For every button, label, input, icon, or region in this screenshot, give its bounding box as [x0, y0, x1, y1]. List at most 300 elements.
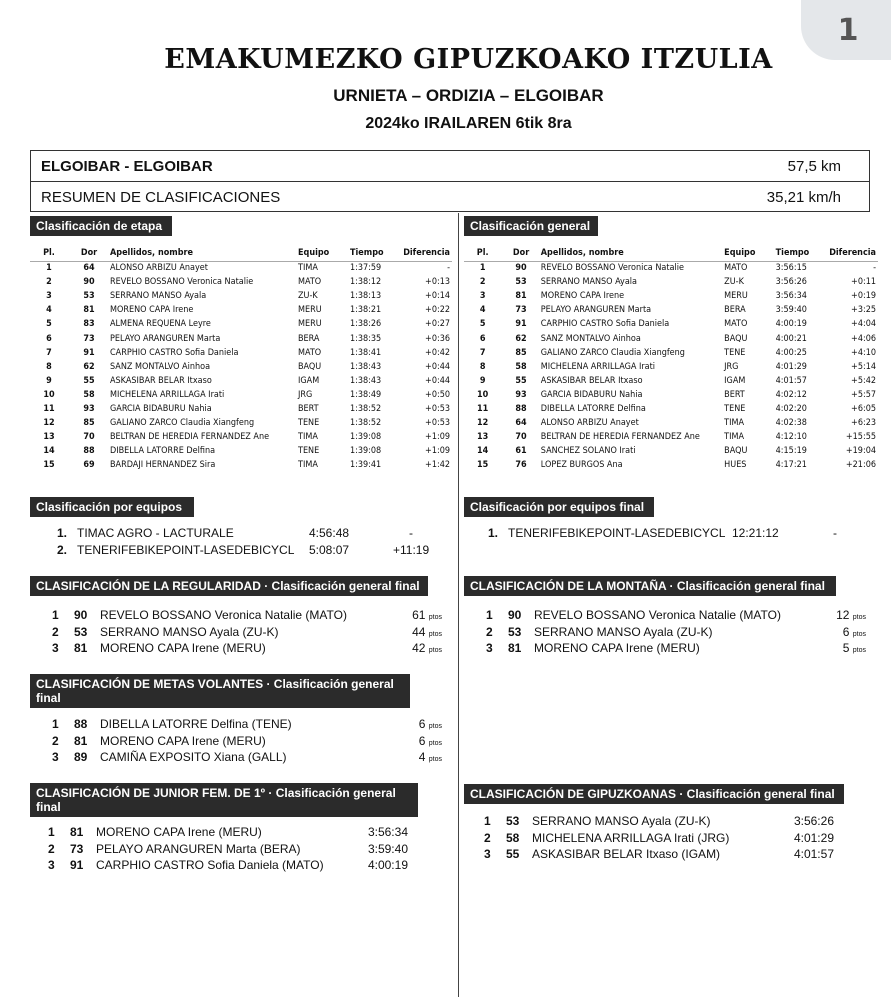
- cell-diff: +1:09: [425, 432, 450, 443]
- table-row: [464, 430, 878, 444]
- cell-diff: +0:53: [425, 418, 450, 429]
- cell-dor: 62: [83, 361, 95, 372]
- table-row: [464, 261, 878, 275]
- table-row: [464, 388, 878, 402]
- table-row: [30, 275, 452, 289]
- cell-time: 4:01:29: [775, 361, 807, 372]
- cell-name: GALIANO ZARCO Claudia Xiangfeng: [540, 347, 685, 358]
- points-value: [419, 717, 442, 731]
- cell-pl: 1: [46, 263, 52, 274]
- cell-dor: 53: [83, 291, 95, 302]
- col-diff: Diferencia: [829, 246, 878, 261]
- cell-diff: +0:44: [425, 375, 450, 386]
- cell-name: REVELO BOSSANO Veronica Natalie: [540, 263, 684, 274]
- cell-time: 1:39:41: [350, 460, 382, 471]
- col-diff: Diferencia: [402, 246, 452, 261]
- list-item: [488, 526, 868, 543]
- cell-diff: +19:04: [845, 446, 876, 457]
- cell-name: SERRANO MANSO Ayala: [110, 291, 207, 302]
- bib-number: 81: [70, 825, 84, 840]
- cell-name: CARPHIO CASTRO Sofia Daniela: [110, 347, 239, 358]
- cell-dor: 90: [83, 277, 95, 288]
- list-item: [48, 824, 408, 841]
- table-row: [30, 331, 452, 345]
- cell-time: 1:38:41: [350, 347, 382, 358]
- cell-name: SERRANO MANSO Ayala: [540, 277, 638, 288]
- list-item: [57, 526, 437, 543]
- col-name: Apellidos, nombre: [110, 246, 298, 261]
- table-row: [30, 388, 452, 402]
- points-value: [412, 625, 442, 639]
- cell-name: SANZ MONTALVO Ainhoa: [110, 361, 211, 372]
- cell-pl: 14: [477, 446, 489, 457]
- time-text: 3:59:40: [367, 841, 408, 856]
- table-row: [464, 331, 878, 345]
- table-row: [464, 360, 878, 374]
- table-row: [30, 346, 452, 360]
- cell-dor: 81: [515, 291, 527, 302]
- junior-list: [48, 824, 408, 874]
- cell-pl: 2: [46, 277, 52, 288]
- points-unit: ptos: [428, 630, 442, 638]
- time-value: [794, 814, 834, 828]
- table-row: [30, 303, 452, 317]
- cell-diff: +4:04: [851, 319, 876, 330]
- table-row: [464, 416, 878, 430]
- rider-name: SERRANO MANSO Ayala (ZU-K): [532, 814, 711, 829]
- cell-pl: 3: [46, 291, 52, 302]
- points-unit: ptos: [852, 647, 866, 655]
- cell-pl: 9: [46, 375, 52, 386]
- mountain-list: [486, 607, 866, 657]
- points-value: [419, 734, 442, 748]
- rider-name: REVELO BOSSANO Veronica Natalie (MATO): [534, 608, 781, 623]
- points-value: [843, 625, 866, 639]
- col-team: Equipo: [298, 246, 350, 261]
- bib-number: 91: [70, 858, 84, 873]
- cell-dor: 73: [83, 333, 95, 344]
- list-item: [52, 749, 442, 766]
- col-time: Tiempo: [350, 246, 402, 261]
- cell-name: ALONSO ARBIZU Anayet: [540, 418, 639, 429]
- cell-dor: 61: [515, 446, 527, 457]
- list-item: [52, 624, 442, 641]
- cell-team: TENE: [724, 403, 746, 414]
- cell-team: MERU: [298, 319, 322, 330]
- time-value: [368, 825, 408, 839]
- cell-team: BERT: [298, 403, 319, 414]
- team-final-classification-list: [488, 526, 868, 543]
- cell-dor: 88: [515, 403, 527, 414]
- cell-pl: 12: [477, 418, 489, 429]
- cell-name: ALONSO ARBIZU Anayet: [110, 263, 208, 274]
- cell-pl: 4: [479, 305, 486, 316]
- col-pl: Pl.: [30, 246, 68, 261]
- cell-pl: 13: [43, 432, 55, 443]
- cell-name: BELTRAN DE HEREDIA FERNANDEZ Ane: [110, 432, 270, 443]
- junior-header: CLASIFICACIÓN DE JUNIOR FEM. DE 1º · Clasificación general final: [30, 783, 418, 817]
- table-row: [464, 303, 878, 317]
- cell-time: 1:38:43: [350, 375, 382, 386]
- cell-diff: +5:42: [851, 375, 876, 386]
- table-row: [464, 289, 878, 303]
- bib-number: 53: [508, 624, 522, 639]
- table-row: [30, 374, 452, 388]
- table-row: [30, 360, 452, 374]
- cell-team: MATO: [724, 263, 748, 274]
- table-header-row: [30, 246, 452, 261]
- cell-team: BERA: [298, 333, 320, 344]
- cell-team: MERU: [724, 291, 748, 302]
- cell-team: TIMA: [298, 432, 318, 443]
- rider-name: PELAYO ARANGUREN Marta (BERA): [96, 841, 301, 856]
- cell-pl: 5: [479, 319, 486, 330]
- rider-name: DIBELLA LATORRE Delfina (TENE): [100, 717, 292, 732]
- cell-dor: 62: [515, 333, 527, 344]
- team-diff: -: [409, 526, 413, 540]
- team-time: 12:21:12: [732, 526, 779, 540]
- cell-team: BAQU: [724, 333, 748, 344]
- rank: 2: [52, 733, 59, 748]
- cell-time: 1:39:08: [350, 432, 382, 443]
- cell-team: MERU: [298, 305, 322, 316]
- list-item: [52, 607, 442, 624]
- cell-dor: 64: [83, 263, 95, 274]
- cell-name: BELTRAN DE HEREDIA FERNANDEZ Ane: [540, 432, 700, 443]
- cell-time: 1:38:52: [350, 403, 382, 414]
- bib-number: 58: [506, 830, 520, 845]
- list-item: [484, 846, 834, 863]
- team-final-classification-header: Clasificación por equipos final: [464, 497, 654, 517]
- cell-dor: 58: [515, 361, 527, 372]
- cell-diff: -: [873, 263, 876, 274]
- points-number: 44: [412, 624, 426, 639]
- time-text: 4:01:57: [793, 847, 834, 862]
- cell-diff: +0:22: [425, 305, 450, 316]
- cell-dor: 91: [515, 319, 527, 330]
- cell-diff: +1:09: [425, 446, 450, 457]
- list-item: [486, 624, 866, 641]
- gipuzkoan-list: [484, 813, 834, 863]
- cell-diff: -: [447, 263, 450, 274]
- cell-dor: 53: [515, 277, 527, 288]
- cell-time: 4:15:19: [775, 446, 807, 457]
- cell-diff: +4:06: [851, 333, 876, 344]
- cell-dor: 58: [83, 389, 95, 400]
- cell-dor: 88: [83, 446, 95, 457]
- bib-number: 53: [506, 814, 520, 829]
- cell-team: BAQU: [724, 446, 748, 457]
- cell-dor: 85: [83, 418, 95, 429]
- cell-team: TIMA: [724, 432, 745, 443]
- points-unit: ptos: [428, 756, 442, 764]
- regularity-header: CLASIFICACIÓN DE LA REGULARIDAD · Clasificación general final: [30, 576, 428, 596]
- rider-name: SERRANO MANSO Ayala (ZU-K): [100, 624, 279, 639]
- time-value: [368, 858, 408, 872]
- cell-name: SANZ MONTALVO Ainhoa: [540, 333, 641, 344]
- team-time: 5:08:07: [309, 543, 350, 557]
- cell-pl: 13: [477, 432, 489, 443]
- cell-pl: 11: [477, 403, 489, 414]
- cell-time: 4:01:57: [775, 375, 807, 386]
- stage-classification-table: [30, 246, 452, 472]
- cell-dor: 85: [515, 347, 527, 358]
- table-row: [30, 261, 452, 275]
- cell-time: 1:37:59: [350, 263, 382, 274]
- cell-time: 1:38:13: [350, 291, 382, 302]
- bib-number: 53: [74, 624, 88, 639]
- list-item: [48, 857, 408, 874]
- rank: 3: [52, 750, 59, 765]
- summary-label: RESUMEN DE CLASIFICACIONES: [41, 188, 281, 206]
- cell-pl: 11: [43, 403, 55, 414]
- table-row: [464, 346, 878, 360]
- table-row: [30, 458, 452, 472]
- rider-name: MICHELENA ARRILLAGA Irati (JRG): [532, 830, 730, 845]
- team-diff: -: [833, 526, 837, 540]
- cell-time: 1:38:12: [350, 277, 382, 288]
- cell-name: MICHELENA ARRILLAGA Irati: [540, 361, 656, 372]
- team-pl: 2.: [57, 543, 68, 557]
- cell-team: TIMA: [298, 460, 318, 471]
- cell-pl: 8: [46, 361, 52, 372]
- cell-pl: 6: [46, 333, 52, 344]
- document-title: EMAKUMEZKO GIPUZKOAKO ITZULIA: [164, 44, 773, 75]
- cell-team: ZU-K: [298, 291, 318, 302]
- cell-dor: 76: [515, 460, 527, 471]
- col-name: Apellidos, nombre: [541, 246, 724, 261]
- cell-dor: 81: [83, 305, 95, 316]
- rider-name: SERRANO MANSO Ayala (ZU-K): [534, 624, 713, 639]
- cell-team: TENE: [298, 418, 320, 429]
- table-row: [464, 458, 878, 472]
- list-item: [486, 607, 866, 624]
- sprints-list: [52, 716, 442, 766]
- cell-time: 3:59:40: [775, 305, 807, 316]
- time-text: 3:56:34: [367, 825, 408, 840]
- general-classification-table: [464, 246, 878, 472]
- col-dor: Dor: [68, 246, 110, 261]
- cell-name: BARDAJI HERNANDEZ Sira: [110, 460, 216, 471]
- cell-pl: 15: [477, 460, 489, 471]
- list-item: [48, 841, 408, 858]
- cell-name: DIBELLA LATORRE Delfina: [110, 446, 216, 457]
- rank: 2: [486, 624, 493, 639]
- cell-pl: 8: [479, 361, 486, 372]
- team-diff: +11:19: [393, 543, 430, 557]
- rank: 2: [484, 830, 491, 845]
- cell-team: BAQU: [298, 361, 322, 372]
- cell-team: BERT: [724, 389, 745, 400]
- bib-number: 81: [508, 641, 522, 656]
- cell-diff: +0:42: [425, 347, 450, 358]
- cell-team: TENE: [298, 446, 320, 457]
- cell-team: JRG: [298, 389, 313, 400]
- table-row: [30, 416, 452, 430]
- rider-name: REVELO BOSSANO Veronica Natalie (MATO): [100, 608, 347, 623]
- cell-pl: 10: [43, 389, 55, 400]
- rank: 2: [52, 624, 59, 639]
- cell-time: 1:38:43: [350, 361, 382, 372]
- table-row: [30, 289, 452, 303]
- cell-time: 3:56:34: [775, 291, 807, 302]
- list-item: [484, 813, 834, 830]
- cell-name: MICHELENA ARRILLAGA Irati: [110, 389, 225, 400]
- cell-time: 4:02:38: [775, 418, 807, 429]
- list-item: [52, 716, 442, 733]
- team-classification-list: [57, 526, 437, 560]
- rank: 3: [486, 641, 493, 656]
- cell-name: CARPHIO CASTRO Sofia Daniela: [540, 319, 670, 330]
- cell-diff: +21:06: [845, 460, 876, 471]
- rank: 1: [486, 608, 493, 623]
- list-item: [52, 733, 442, 750]
- points-number: 61: [412, 608, 426, 623]
- bib-number: 81: [74, 641, 88, 656]
- bib-number: 55: [506, 847, 520, 862]
- cell-team: TIMA: [298, 263, 318, 274]
- cell-dor: 64: [515, 418, 527, 429]
- cell-name: ASKASIBAR BELAR Itxaso: [540, 375, 643, 386]
- bib-number: 89: [74, 750, 88, 765]
- team-name: TENERIFEBIKEPOINT-LASEDEBICYCL: [77, 543, 295, 557]
- rank: 1: [484, 814, 491, 829]
- cell-team: HUES: [724, 460, 747, 471]
- points-number: 6: [842, 624, 850, 639]
- cell-pl: 2: [479, 277, 486, 288]
- table-row: [30, 430, 452, 444]
- time-value: [368, 842, 408, 856]
- points-unit: ptos: [852, 630, 866, 638]
- cell-team: ZU-K: [724, 277, 744, 288]
- cell-diff: +1:42: [425, 460, 450, 471]
- cell-team: MATO: [298, 277, 322, 288]
- cell-pl: 12: [43, 418, 55, 429]
- page-number: 1: [837, 12, 859, 48]
- cell-dor: 55: [515, 375, 527, 386]
- cell-diff: +6:23: [851, 418, 876, 429]
- table-row: [30, 317, 452, 331]
- cell-dor: 69: [83, 460, 95, 471]
- table-row: [30, 444, 452, 458]
- average-speed: 35,21 km/h: [766, 188, 841, 206]
- mountain-header: CLASIFICACIÓN DE LA MONTAÑA · Clasificación general final: [464, 576, 836, 596]
- team-name: TIMAC AGRO - LACTURALE: [77, 526, 234, 540]
- list-item: [484, 830, 834, 847]
- table-row: [464, 317, 878, 331]
- cell-name: ALMENA REQUENA Leyre: [110, 319, 211, 330]
- time-text: 4:00:19: [367, 858, 408, 873]
- cell-dor: 73: [515, 305, 527, 316]
- team-pl: 1.: [57, 526, 68, 540]
- table-row: [464, 275, 878, 289]
- table-row: [464, 444, 878, 458]
- cell-pl: 7: [46, 347, 52, 358]
- cell-diff: +0:11: [851, 277, 876, 288]
- col-time: Tiempo: [776, 246, 830, 261]
- cell-diff: +0:36: [425, 333, 450, 344]
- cell-name: MORENO CAPA Irene: [110, 305, 194, 316]
- cell-dor: 70: [515, 432, 527, 443]
- cell-time: 4:02:12: [775, 389, 807, 400]
- cell-pl: 5: [46, 319, 52, 330]
- cell-time: 1:38:21: [350, 305, 382, 316]
- date-subtitle: 2024ko IRAILAREN 6tik 8ra: [365, 115, 572, 132]
- cell-name: REVELO BOSSANO Veronica Natalie: [110, 277, 254, 288]
- cell-dor: 55: [83, 375, 95, 386]
- route-subtitle: URNIETA – ORDIZIA – ELGOIBAR: [333, 86, 604, 105]
- cell-name: GARCIA BIDABURU Nahia: [540, 389, 643, 400]
- cell-diff: +5:14: [851, 361, 876, 372]
- team-time: 4:56:48: [309, 526, 350, 540]
- cell-dor: 93: [83, 403, 95, 414]
- rank: 2: [48, 841, 55, 856]
- stage-classification-header: Clasificación de etapa: [30, 216, 172, 236]
- cell-team: JRG: [724, 361, 739, 372]
- points-value: [412, 641, 442, 655]
- time-value: [794, 847, 834, 861]
- cell-dor: 83: [83, 319, 95, 330]
- cell-pl: 1: [479, 263, 486, 274]
- list-item: [52, 640, 442, 657]
- points-value: [836, 608, 866, 622]
- cell-dor: 90: [515, 263, 527, 274]
- points-value: [419, 750, 442, 764]
- rank: 1: [48, 825, 55, 840]
- cell-time: 4:00:21: [775, 333, 807, 344]
- cell-diff: +0:13: [425, 277, 450, 288]
- team-pl: 1.: [488, 526, 499, 540]
- table-header-row: [464, 246, 878, 261]
- rank: 3: [484, 847, 491, 862]
- cell-team: MATO: [298, 347, 322, 358]
- rank: 3: [52, 641, 59, 656]
- points-number: 5: [842, 641, 850, 656]
- cell-name: PELAYO ARANGUREN Marta: [110, 333, 221, 344]
- cell-name: SANCHEZ SOLANO Irati: [540, 446, 636, 457]
- stage-info-box: [30, 150, 870, 212]
- rank: 1: [52, 608, 59, 623]
- cell-dor: 93: [515, 389, 527, 400]
- list-item: [57, 543, 437, 560]
- cell-team: IGAM: [298, 375, 320, 386]
- cell-diff: +0:44: [425, 361, 450, 372]
- cell-pl: 9: [479, 375, 486, 386]
- points-unit: ptos: [428, 614, 442, 622]
- points-number: 6: [418, 733, 426, 748]
- bib-number: 90: [74, 608, 88, 623]
- points-number: 12: [836, 608, 850, 623]
- points-unit: ptos: [852, 614, 866, 622]
- cell-diff: +0:14: [425, 291, 450, 302]
- points-value: [412, 608, 442, 622]
- cell-diff: +5:57: [851, 389, 876, 400]
- sprints-header: CLASIFICACIÓN DE METAS VOLANTES · Clasificación general final: [30, 674, 410, 708]
- cell-team: TIMA: [724, 418, 745, 429]
- cell-diff: +0:53: [425, 403, 450, 414]
- cell-team: BERA: [724, 305, 746, 316]
- cell-time: 4:00:19: [775, 319, 807, 330]
- list-item: [486, 640, 866, 657]
- bib-number: 81: [74, 733, 88, 748]
- stage-distance: 57,5 km: [787, 157, 841, 175]
- bib-number: 88: [74, 717, 88, 732]
- table-row: [464, 402, 878, 416]
- rider-name: MORENO CAPA Irene (MERU): [96, 825, 262, 840]
- bib-number: 73: [70, 841, 84, 856]
- cell-time: 4:17:21: [775, 460, 807, 471]
- cell-time: 4:00:25: [775, 347, 807, 358]
